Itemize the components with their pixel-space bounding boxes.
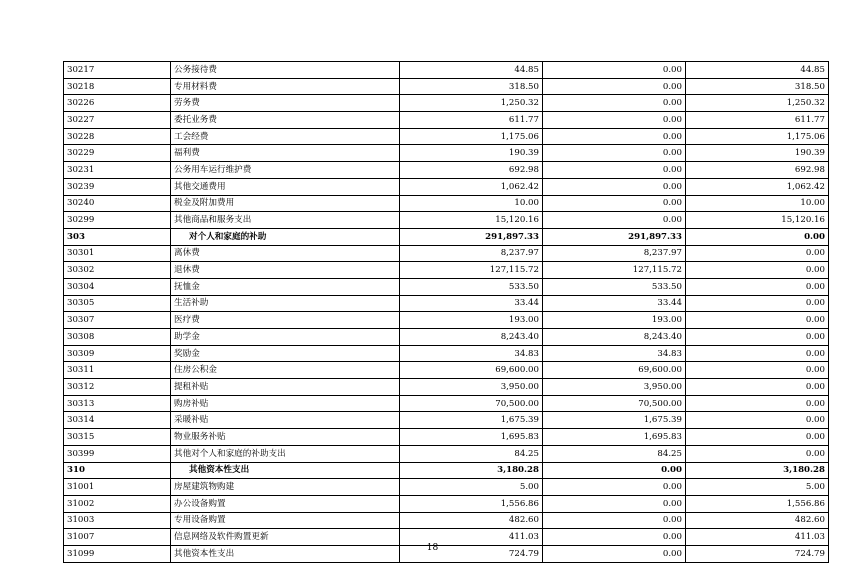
total-cell: 70,500.00 [400, 395, 543, 412]
project-expenditure-cell: 0.00 [686, 312, 829, 329]
basic-expenditure-cell: 8,243.40 [543, 329, 686, 346]
name-cell: 生活补助 [171, 295, 400, 312]
total-cell: 533.50 [400, 278, 543, 295]
table-row [64, 145, 829, 162]
table-body [64, 62, 829, 563]
table-row [64, 329, 829, 346]
total-cell: 482.60 [400, 512, 543, 529]
project-expenditure-cell: 10.00 [686, 195, 829, 212]
name-cell: 劳务费 [171, 95, 400, 112]
project-expenditure-cell: 692.98 [686, 162, 829, 179]
code-cell: 31099 [64, 545, 171, 562]
project-expenditure-cell: 0.00 [686, 429, 829, 446]
project-expenditure-cell: 44.85 [686, 62, 829, 79]
table-row [64, 429, 829, 446]
project-expenditure-cell: 5.00 [686, 479, 829, 496]
basic-expenditure-cell: 0.00 [543, 479, 686, 496]
table-row [64, 395, 829, 412]
name-cell: 房屋建筑物购建 [171, 479, 400, 496]
project-expenditure-cell: 411.03 [686, 529, 829, 546]
basic-expenditure-cell: 0.00 [543, 95, 686, 112]
code-cell: 30309 [64, 345, 171, 362]
total-cell: 8,237.97 [400, 245, 543, 262]
table-row [64, 462, 829, 479]
basic-expenditure-cell: 0.00 [543, 512, 686, 529]
name-cell: 助学金 [171, 329, 400, 346]
basic-expenditure-cell: 291,897.33 [543, 228, 686, 245]
table-row [64, 228, 829, 245]
basic-expenditure-cell: 0.00 [543, 112, 686, 129]
project-expenditure-cell: 318.50 [686, 78, 829, 95]
total-cell: 3,950.00 [400, 379, 543, 396]
project-expenditure-cell: 0.00 [686, 345, 829, 362]
total-cell: 5.00 [400, 479, 543, 496]
basic-expenditure-cell: 193.00 [543, 312, 686, 329]
code-cell: 30305 [64, 295, 171, 312]
table-row [64, 78, 829, 95]
project-expenditure-cell: 0.00 [686, 445, 829, 462]
basic-expenditure-cell: 0.00 [543, 529, 686, 546]
name-cell: 对个人和家庭的补助 [171, 228, 400, 245]
total-cell: 8,243.40 [400, 329, 543, 346]
total-cell: 44.85 [400, 62, 543, 79]
total-cell: 10.00 [400, 195, 543, 212]
code-cell: 30315 [64, 429, 171, 446]
name-cell: 其他对个人和家庭的补助支出 [171, 445, 400, 462]
table-row [64, 245, 829, 262]
name-cell: 购房补贴 [171, 395, 400, 412]
table-row [64, 312, 829, 329]
total-cell: 291,897.33 [400, 228, 543, 245]
code-cell: 30231 [64, 162, 171, 179]
table-row [64, 212, 829, 229]
name-cell: 专用材料费 [171, 78, 400, 95]
project-expenditure-cell: 1,175.06 [686, 128, 829, 145]
name-cell: 奖励金 [171, 345, 400, 362]
basic-expenditure-cell: 0.00 [543, 128, 686, 145]
project-expenditure-cell: 0.00 [686, 278, 829, 295]
code-cell: 303 [64, 228, 171, 245]
name-cell: 其他交通费用 [171, 178, 400, 195]
table-row [64, 112, 829, 129]
table-row [64, 512, 829, 529]
basic-expenditure-cell: 0.00 [543, 495, 686, 512]
code-cell: 30299 [64, 212, 171, 229]
name-cell: 其他资本性支出 [171, 545, 400, 562]
name-cell: 公务用车运行维护费 [171, 162, 400, 179]
basic-expenditure-cell: 33.44 [543, 295, 686, 312]
project-expenditure-cell: 1,250.32 [686, 95, 829, 112]
total-cell: 127,115.72 [400, 262, 543, 279]
project-expenditure-cell: 190.39 [686, 145, 829, 162]
name-cell: 工会经费 [171, 128, 400, 145]
basic-expenditure-cell: 0.00 [543, 212, 686, 229]
code-cell: 30313 [64, 395, 171, 412]
name-cell: 公务接待费 [171, 62, 400, 79]
total-cell: 34.83 [400, 345, 543, 362]
basic-expenditure-cell: 34.83 [543, 345, 686, 362]
basic-expenditure-cell: 533.50 [543, 278, 686, 295]
total-cell: 318.50 [400, 78, 543, 95]
basic-expenditure-cell: 69,600.00 [543, 362, 686, 379]
table-row [64, 345, 829, 362]
total-cell: 411.03 [400, 529, 543, 546]
table-row [64, 195, 829, 212]
name-cell: 其他资本性支出 [171, 462, 400, 479]
table-row [64, 178, 829, 195]
total-cell: 84.25 [400, 445, 543, 462]
code-cell: 30308 [64, 329, 171, 346]
code-cell: 30239 [64, 178, 171, 195]
basic-expenditure-cell: 70,500.00 [543, 395, 686, 412]
project-expenditure-cell: 0.00 [686, 262, 829, 279]
name-cell: 信息网络及软件购置更新 [171, 529, 400, 546]
code-cell: 30399 [64, 445, 171, 462]
total-cell: 1,675.39 [400, 412, 543, 429]
name-cell: 税金及附加费用 [171, 195, 400, 212]
code-cell: 31002 [64, 495, 171, 512]
code-cell: 30314 [64, 412, 171, 429]
project-expenditure-cell: 0.00 [686, 295, 829, 312]
table-row [64, 362, 829, 379]
table-row [64, 128, 829, 145]
basic-expenditure-cell: 0.00 [543, 162, 686, 179]
basic-expenditure-cell: 0.00 [543, 178, 686, 195]
name-cell: 办公设备购置 [171, 495, 400, 512]
total-cell: 15,120.16 [400, 212, 543, 229]
basic-expenditure-cell: 0.00 [543, 545, 686, 562]
project-expenditure-cell: 0.00 [686, 245, 829, 262]
total-cell: 692.98 [400, 162, 543, 179]
name-cell: 退休费 [171, 262, 400, 279]
project-expenditure-cell: 0.00 [686, 395, 829, 412]
total-cell: 1,250.32 [400, 95, 543, 112]
basic-expenditure-cell: 0.00 [543, 195, 686, 212]
total-cell: 193.00 [400, 312, 543, 329]
code-cell: 30311 [64, 362, 171, 379]
basic-expenditure-cell: 0.00 [543, 462, 686, 479]
project-expenditure-cell: 0.00 [686, 379, 829, 396]
name-cell: 物业服务补贴 [171, 429, 400, 446]
total-cell: 1,062.42 [400, 178, 543, 195]
basic-expenditure-cell: 1,675.39 [543, 412, 686, 429]
basic-expenditure-cell: 84.25 [543, 445, 686, 462]
name-cell: 福利费 [171, 145, 400, 162]
code-cell: 30312 [64, 379, 171, 396]
total-cell: 3,180.28 [400, 462, 543, 479]
name-cell: 专用设备购置 [171, 512, 400, 529]
code-cell: 30226 [64, 95, 171, 112]
total-cell: 33.44 [400, 295, 543, 312]
basic-expenditure-cell: 8,237.97 [543, 245, 686, 262]
table-row [64, 412, 829, 429]
basic-expenditure-cell: 0.00 [543, 78, 686, 95]
name-cell: 抚恤金 [171, 278, 400, 295]
code-cell: 30217 [64, 62, 171, 79]
code-cell: 30240 [64, 195, 171, 212]
project-expenditure-cell: 724.79 [686, 545, 829, 562]
project-expenditure-cell: 0.00 [686, 362, 829, 379]
name-cell: 其他商品和服务支出 [171, 212, 400, 229]
code-cell: 30307 [64, 312, 171, 329]
total-cell: 1,175.06 [400, 128, 543, 145]
table-row [64, 479, 829, 496]
table-row [64, 295, 829, 312]
project-expenditure-cell: 15,120.16 [686, 212, 829, 229]
total-cell: 724.79 [400, 545, 543, 562]
table-row [64, 495, 829, 512]
table-row [64, 445, 829, 462]
name-cell: 住房公积金 [171, 362, 400, 379]
basic-expenditure-cell: 0.00 [543, 62, 686, 79]
basic-expenditure-cell: 3,950.00 [543, 379, 686, 396]
basic-expenditure-cell: 0.00 [543, 145, 686, 162]
code-cell: 310 [64, 462, 171, 479]
project-expenditure-cell: 1,556.86 [686, 495, 829, 512]
code-cell: 30304 [64, 278, 171, 295]
total-cell: 69,600.00 [400, 362, 543, 379]
project-expenditure-cell: 482.60 [686, 512, 829, 529]
code-cell: 30302 [64, 262, 171, 279]
code-cell: 31001 [64, 479, 171, 496]
name-cell: 医疗费 [171, 312, 400, 329]
code-cell: 30227 [64, 112, 171, 129]
project-expenditure-cell: 1,062.42 [686, 178, 829, 195]
project-expenditure-cell: 0.00 [686, 329, 829, 346]
name-cell: 离休费 [171, 245, 400, 262]
table-row [64, 95, 829, 112]
name-cell: 委托业务费 [171, 112, 400, 129]
total-cell: 1,556.86 [400, 495, 543, 512]
name-cell: 提租补贴 [171, 379, 400, 396]
table-row [64, 379, 829, 396]
project-expenditure-cell: 0.00 [686, 412, 829, 429]
project-expenditure-cell: 0.00 [686, 228, 829, 245]
table-row [64, 162, 829, 179]
total-cell: 190.39 [400, 145, 543, 162]
project-expenditure-cell: 611.77 [686, 112, 829, 129]
project-expenditure-cell: 3,180.28 [686, 462, 829, 479]
basic-expenditure-cell: 1,695.83 [543, 429, 686, 446]
code-cell: 30301 [64, 245, 171, 262]
table-row [64, 62, 829, 79]
table-row [64, 262, 829, 279]
code-cell: 31007 [64, 529, 171, 546]
code-cell: 30229 [64, 145, 171, 162]
page-number: 18 [426, 543, 439, 553]
basic-expenditure-cell: 127,115.72 [543, 262, 686, 279]
table-row [64, 278, 829, 295]
code-cell: 31003 [64, 512, 171, 529]
name-cell: 采暖补贴 [171, 412, 400, 429]
total-cell: 611.77 [400, 112, 543, 129]
code-cell: 30218 [64, 78, 171, 95]
total-cell: 1,695.83 [400, 429, 543, 446]
code-cell: 30228 [64, 128, 171, 145]
expenditure-table [63, 61, 829, 563]
